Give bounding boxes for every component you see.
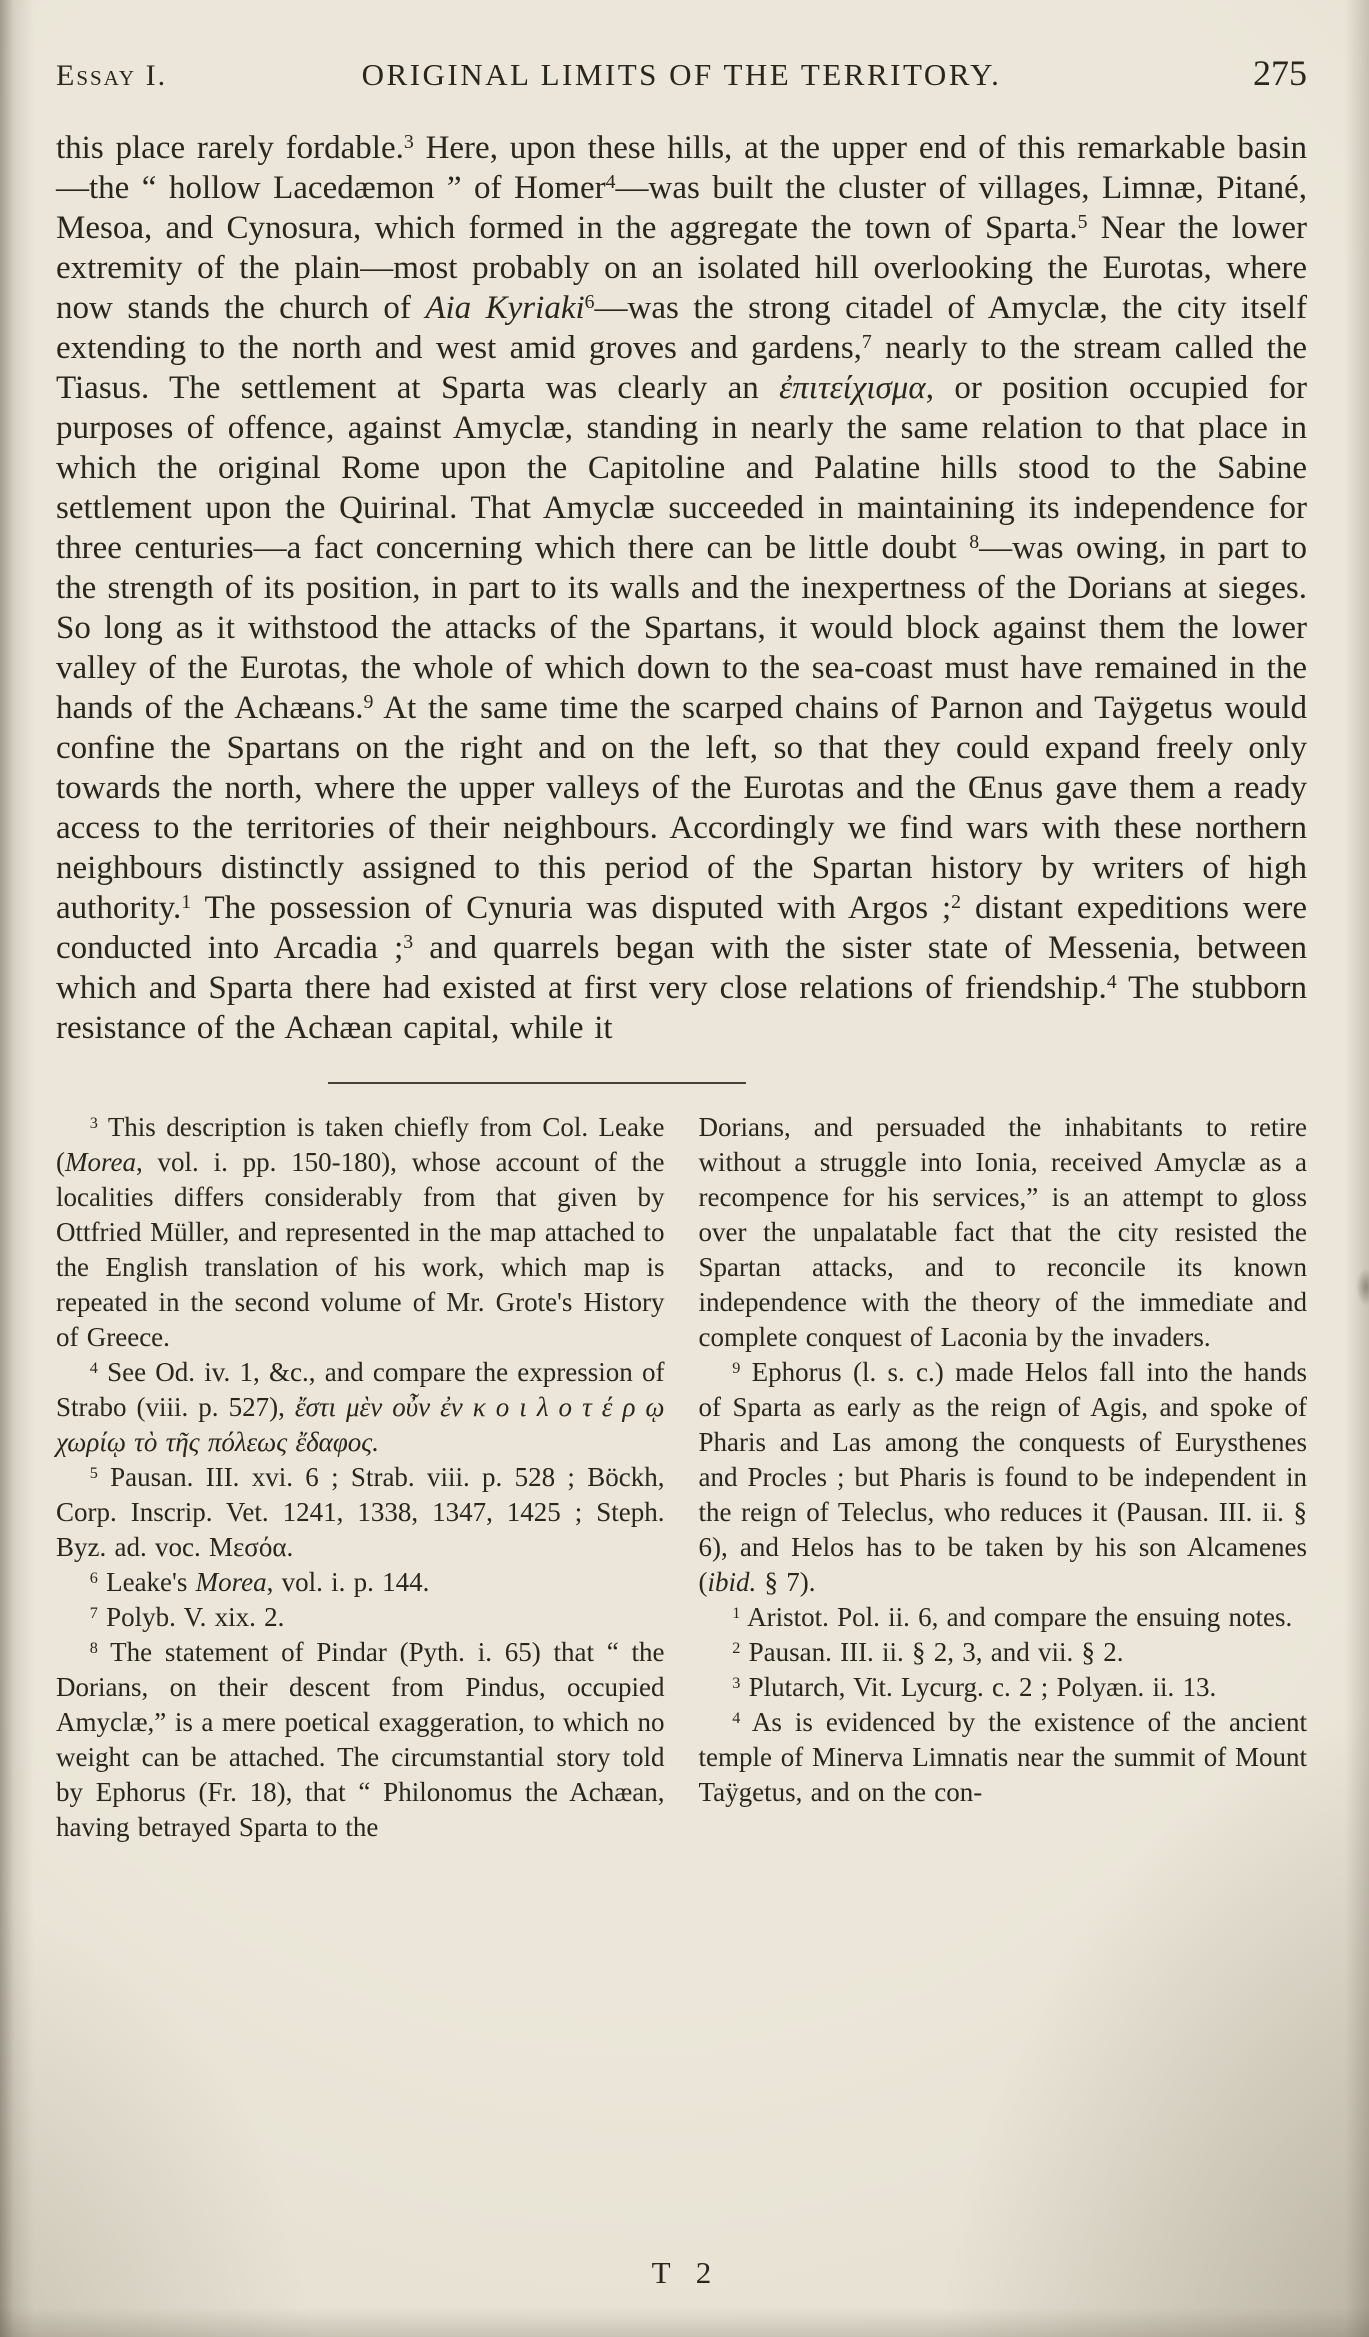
text-run: Here, upon these hills, at the upper end of this remarkable basin—the “ hollow Lacedæmon ” of Homer <box>56 130 1307 206</box>
essay-label: Essay I. <box>56 59 168 92</box>
footnote <box>56 1565 665 1600</box>
footnote <box>56 1635 665 1845</box>
footnotes-right-column <box>699 1110 1308 1845</box>
footnote-marker: 8 <box>89 1638 98 1657</box>
page-header <box>56 52 1307 94</box>
text-run: distant expeditions were conducted into Arcadia ; <box>56 890 1307 966</box>
text-run: Ephorus (l. s. c.) made Helos fall into the hands of Sparta as early as the reign of Agis, and spoke of Pharis and Las among the conquests of Eurysthenes and Procles ; but Pharis is found to be independent in the reign of Teleclus, who reduces it (Pausan. III. ii. § 6), and Helos has to be taken by his son Alcamenes ( <box>698 1357 1308 1597</box>
text-run: Leake's <box>106 1567 196 1597</box>
text-run: Pausan. III. ii. § 2, 3, and vii. § 2. <box>748 1637 1124 1667</box>
italic-run: Morea <box>65 1147 136 1177</box>
text-run: Near the lower extremity of the plain—most probably on an isolated hill overlooking the Eurotas, where now stands the church of <box>56 210 1307 326</box>
footnote-ref: 4 <box>1106 971 1117 994</box>
main-text-block <box>56 128 1307 1048</box>
italic-run: ibid. <box>707 1567 757 1597</box>
footnote-ref: 1 <box>181 891 192 914</box>
footnote <box>699 1670 1308 1705</box>
running-title: ORIGINAL LIMITS OF THE TERRITORY. <box>361 57 1002 92</box>
text-run: The possession of Cynuria was disputed with Argos ; <box>191 890 952 926</box>
text-run: —was owing, in part to the strength of its position, in part to its walls and the inexpertness of the Dorians at sieges. So long as it withstood the attacks of the Spartans, it would block against them the lower valley of the Eurotas, the whole of which down to the sea-coast must have remained in the hands of the Achæans. <box>56 530 1307 726</box>
body-paragraph <box>56 128 1307 1048</box>
text-run: —was the strong citadel of Amyclæ, the city itself extending to the north and west amid groves and gardens, <box>56 290 1307 366</box>
footnote <box>699 1600 1308 1635</box>
text-run: Plutarch, Vit. Lycurg. c. 2 ; Polyæn. ii. 13. <box>748 1672 1217 1702</box>
footnote-ref: 2 <box>951 891 962 914</box>
page-number: 275 <box>1253 53 1307 93</box>
text-run: The stubborn resistance of the Achæan capital, while it <box>56 970 1307 1046</box>
footnote-ref: 3 <box>403 931 414 954</box>
text-run: , vol. i. pp. 150-180), whose account of the localities differs considerably from that given by Ottfried Müller, and represented in the map attached to the English translation of his work, which map is repeated in the second volume of Mr. Grote's History of Greece. <box>56 1147 665 1352</box>
footnote-ref: 9 <box>363 691 374 714</box>
footnote-marker: 9 <box>732 1358 741 1377</box>
italic-run: ἐπιτείχισμα <box>779 370 926 406</box>
footnote-marker: 7 <box>89 1603 98 1622</box>
text-run: As is evidenced by the existence of the ancient temple of Minerva Limnatis near the summit of Mount Taÿgetus, and on the con- <box>698 1707 1307 1807</box>
footnote-marker: 3 <box>732 1673 741 1692</box>
footnote-marker: 4 <box>732 1708 741 1727</box>
footnote-marker: 4 <box>89 1358 98 1377</box>
footnote <box>56 1460 665 1565</box>
footnote-marker: 5 <box>89 1463 98 1482</box>
footnote-ref: 6 <box>584 291 595 314</box>
text-run: § 7). <box>756 1567 816 1597</box>
footnote-separator-rule <box>328 1082 746 1084</box>
text-run: Aristot. Pol. ii. 6, and compare the ensuing notes. <box>747 1602 1293 1632</box>
footnote-marker: 1 <box>732 1603 741 1622</box>
footnote-ref: 3 <box>403 131 414 154</box>
italic-run: Aia Kyriaki <box>425 290 585 326</box>
text-run: The statement of Pindar (Pyth. i. 65) that “ the Dorians, on their descent from Pindus, occupied Amyclæ,” is a mere poetical exaggeration, to which no weight can be attached. The circumstantial story told by Ephorus (Fr. 18), that “ Philonomus the Achæan, having betrayed Sparta to the <box>56 1637 665 1842</box>
text-run: Dorians, and persuaded the inhabitants to retire without a struggle into Ionia, received Amyclæ as a recompence for his services,” is an attempt to gloss over the unpalatable fact that the city resisted the Spartan attacks, and to reconcile its known independence with the theory of the immediate and complete conquest of Laconia by the invaders. <box>698 1112 1307 1352</box>
text-run: nearly to the stream called the Tiasus. The settlement at Sparta was clearly an <box>56 330 1307 406</box>
footnotes-left-column <box>56 1110 665 1845</box>
text-run: , vol. i. p. 144. <box>266 1567 430 1597</box>
footnote <box>56 1110 665 1355</box>
text-run: , or position occupied for purposes of offence, against Amyclæ, standing in nearly the same relation to that place in which the original Rome upon the Capitoline and Palatine hills stood to the Sabine settlement upon the Quirinal. That Amyclæ succeeded in maintaining its independence for three centuries—a fact concerning which there can be little doubt <box>56 370 1307 566</box>
footnote-marker: 2 <box>732 1638 741 1657</box>
text-run: Pausan. III. xvi. 6 ; Strab. viii. p. 528 ; Böckh, Corp. Inscrip. Vet. 1241, 1338, 1347, 1425 ; Steph. Byz. ad. voc. Μεσόα. <box>56 1462 665 1562</box>
footnote <box>699 1355 1308 1600</box>
scan-artifact <box>1356 1268 1369 1306</box>
italic-run: ἔστι μὲν οὖν ἐν κ ο ι λ ο τ έ ρ ῳ χωρίῳ τὸ τῆς πόλεως ἔδαφος. <box>56 1392 665 1457</box>
text-run: Polyb. V. xix. 2. <box>106 1602 285 1632</box>
footnote <box>56 1600 665 1635</box>
signature-mark: T 2 <box>651 2255 712 2290</box>
italic-run: Morea <box>195 1567 267 1597</box>
text-run: this place rarely fordable. <box>56 130 404 166</box>
footnote-ref: 5 <box>1077 211 1088 234</box>
text-run: This description is taken chiefly from Col. Leake ( <box>56 1112 665 1177</box>
footnote-ref: 8 <box>969 531 980 554</box>
footnote-ref: 7 <box>861 331 872 354</box>
footnote <box>56 1355 665 1460</box>
text-run: At the same time the scarped chains of Parnon and Taÿgetus would confine the Spartans on the right and on the left, so that they could expand freely only towards the north, where the upper valleys of the Eurotas and the Œnus gave them a ready access to the territories of their neighbours. Accordingly we find wars with these northern neighbours distinctly assigned to this period of the Spartan history by writers of high authority. <box>56 690 1307 926</box>
footnote <box>699 1635 1308 1670</box>
text-run: See Od. iv. 1, &c., and compare the expression of Strabo (viii. p. 527), <box>56 1357 665 1422</box>
text-run: and quarrels began with the sister state of Messenia, between which and Sparta there had existed at first very close relations of friendship. <box>56 930 1308 1006</box>
footnote-marker: 6 <box>89 1568 98 1587</box>
text-run: —was built the cluster of villages, Limnæ, Pitané, Mesoa, and Cynosura, which formed in the aggregate the town of Sparta. <box>56 170 1307 246</box>
footnotes-section <box>56 1110 1307 1845</box>
footnote <box>699 1110 1308 1355</box>
footnote-ref: 4 <box>605 171 616 194</box>
footnote <box>699 1705 1308 1810</box>
footnote-marker: 3 <box>89 1113 98 1132</box>
